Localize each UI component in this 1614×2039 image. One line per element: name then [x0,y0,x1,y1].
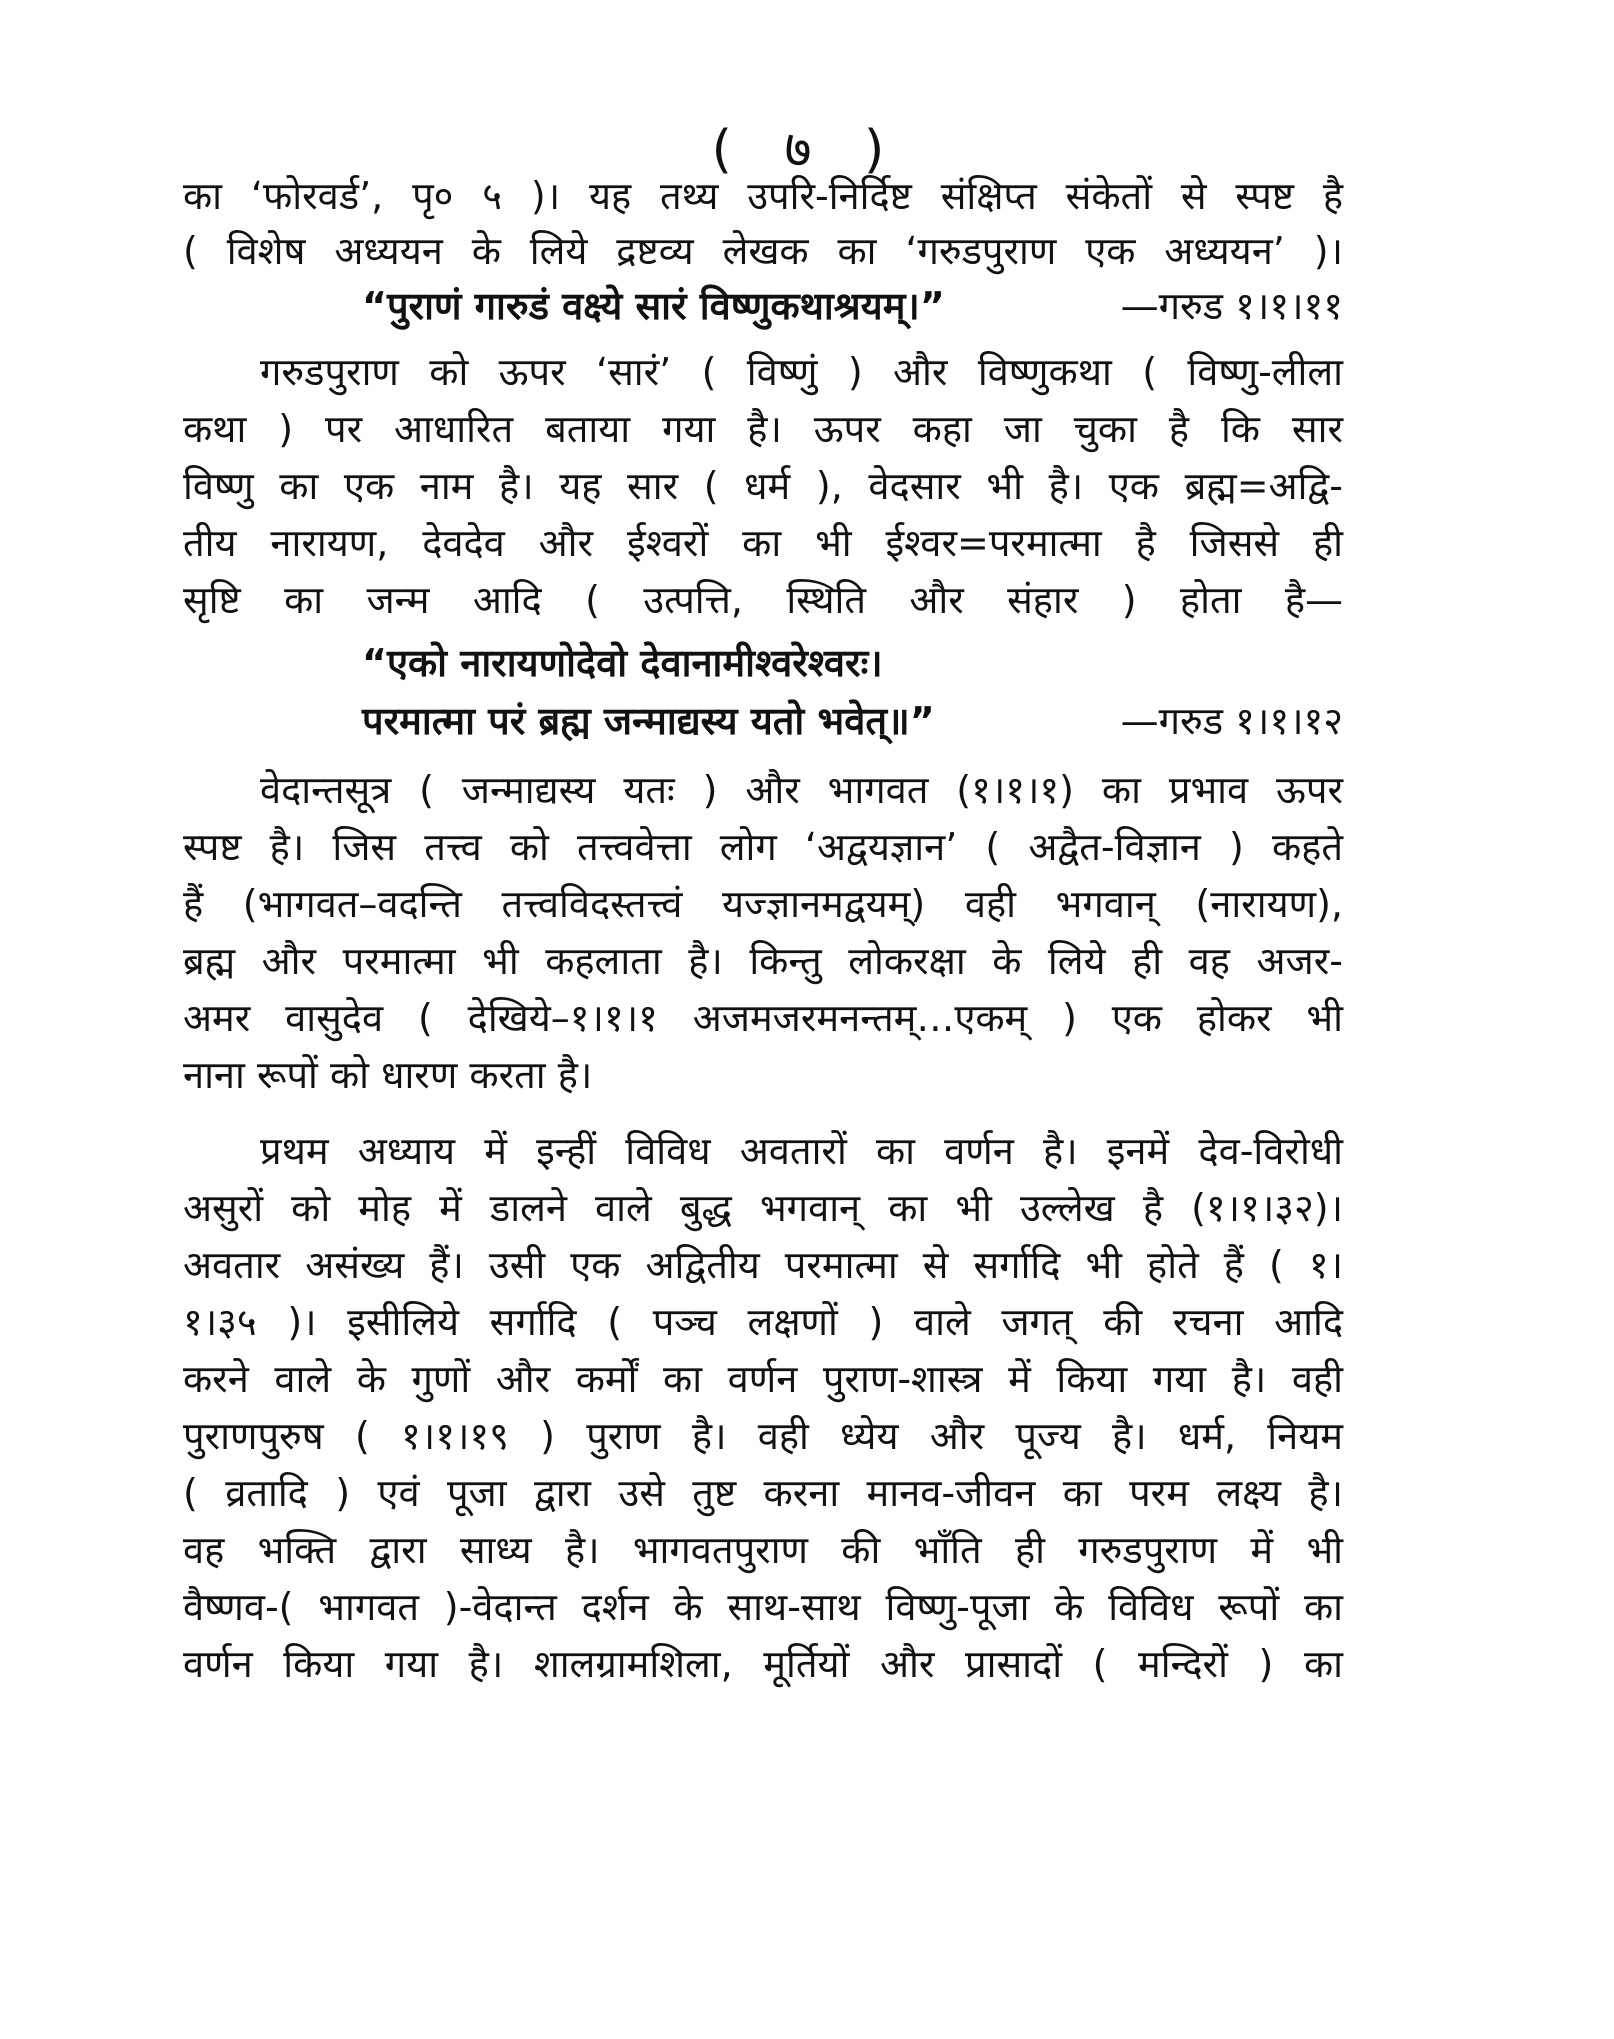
verse-reference: —गरुड १।१।११ [1120,284,1343,328]
text-line: ( विशेष अध्ययन के लिये द्रष्टव्य लेखक का ‘गरुडपुराण एक अध्ययन’ )। [183,229,1343,273]
text-line: वह भक्ति द्वारा साध्य है। भागवतपुराण की भाँति ही गरुडपुराण में भी [183,1528,1343,1572]
text-line: तीय नारायण, देवदेव और ईश्वरों का भी ईश्वर=परमात्मा है जिससे ही [183,521,1343,565]
verse-text: “एको नारायणोदेवो देवानामीश्वरेश्वरः। [362,641,883,685]
text-line: प्रथम अध्याय में इन्हीं विविध अवतारों का वर्णन है। इनमें देव-विरोधी [260,1129,1343,1173]
text-line: वेदान्तसूत्र ( जन्माद्यस्य यतः ) और भागवत (१।१।१) का प्रभाव ऊपर [260,768,1343,812]
text-line: अवतार असंख्य हैं। उसी एक अद्वितीय परमात्मा से सर्गादि भी होते हैं ( १। [183,1243,1343,1287]
text-line: असुरों को मोह में डालने वाले बुद्ध भगवान् का भी उल्लेख है (१।१।३२)। [183,1186,1343,1230]
text-line: करने वाले के गुणों और कर्मों का वर्णन पुराण-शास्त्र में किया गया है। वही [183,1357,1343,1401]
text-line: पुराणपुरुष ( १।१।१९ ) पुराण है। वही ध्येय और पूज्य है। धर्म, नियम [183,1414,1343,1458]
text-line: गरुडपुराण को ऊपर ‘सारं’ ( विष्णुं ) और विष्णुकथा ( विष्णु-लीला [260,350,1343,394]
verse-text: “पुराणं गारुडं वक्ष्ये सारं विष्णुकथाश्रयम्।” [362,284,945,328]
page-number: ( ७ ) [711,120,903,180]
text-line: अमर वासुदेव ( देखिये–१।१।१ अजमजरमनन्तम्…एकम् ) एक होकर भी [183,996,1343,1040]
text-line: का ‘फोरवर्ड’, पृ० ५ )। यह तथ्य उपरि-निर्दिष्ट संक्षिप्त संकेतों से स्पष्ट है [183,174,1343,218]
verse-line [362,638,1343,688]
text-line: स्पष्ट है। जिस तत्त्व को तत्त्ववेत्ता लोग ‘अद्वयज्ञान’ ( अद्वैत-विज्ञान ) कहते [183,825,1343,869]
text-line: कथा ) पर आधारित बताया गया है। ऊपर कहा जा चुका है कि सार [183,407,1343,451]
text-line: ब्रह्म और परमात्मा भी कहलाता है। किन्तु लोकरक्षा के लिये ही वह अजर- [183,939,1343,983]
text-line: विष्णु का एक नाम है। यह सार ( धर्म ), वेदसार भी है। एक ब्रह्म=अद्वि- [183,464,1343,508]
text-line: ( व्रतादि ) एवं पूजा द्वारा उसे तुष्ट करना मानव-जीवन का परम लक्ष्य है। [183,1471,1343,1515]
text-line: नाना रूपों को धारण करता है। [183,1053,593,1097]
verse-reference: —गरुड १।१।१२ [1120,699,1343,743]
text-line: वर्णन किया गया है। शालग्रामशिला, मूर्तियों और प्रासादों ( मन्दिरों ) का [183,1642,1343,1686]
text-line: हैं (भागवत–वदन्ति तत्त्वविदस्तत्त्वं यज्ज्ञानमद्वयम्) वही भगवान् (नारायण), [183,882,1343,926]
verse-text: परमात्मा परं ब्रह्म जन्माद्यस्य यतो भवेत्॥” [362,699,935,743]
text-line: १।३५ )। इसीलिये सर्गादि ( पञ्च लक्षणों ) वाले जगत् की रचना आदि [183,1300,1343,1344]
text-line: वैष्णव-( भागवत )-वेदान्त दर्शन के साथ-साथ विष्णु-पूजा के विविध रूपों का [183,1585,1343,1629]
text-line: सृष्टि का जन्म आदि ( उत्पत्ति, स्थिति और संहार ) होता है— [183,578,1343,622]
